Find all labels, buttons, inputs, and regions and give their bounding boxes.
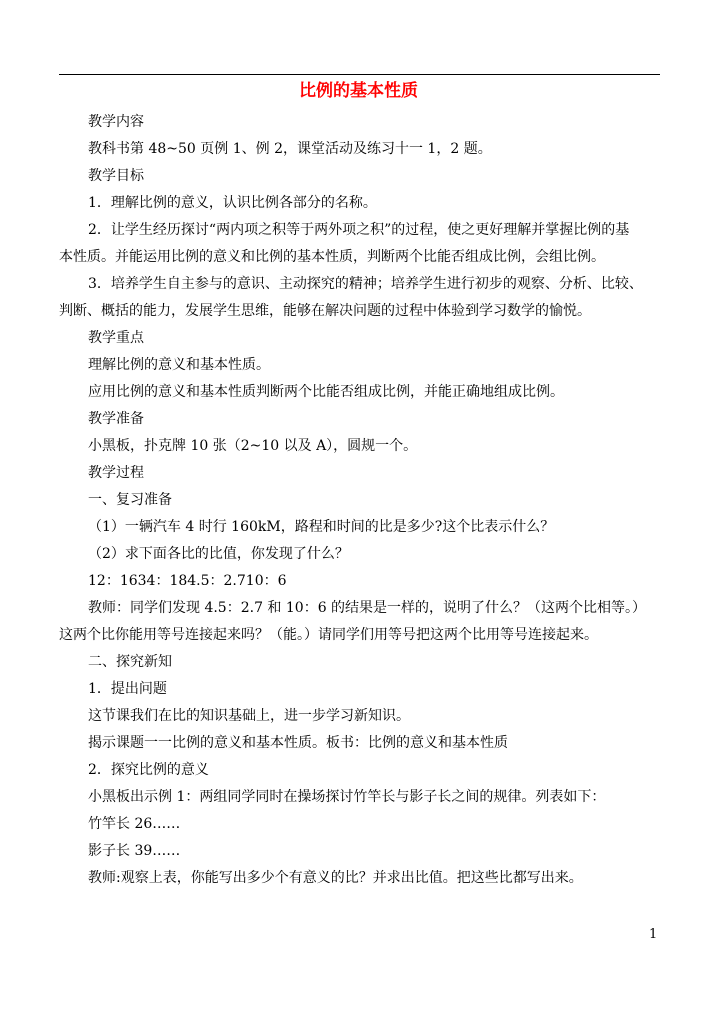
paragraph-line: （2）求下面各比的比值，你发现了什么？	[88, 546, 349, 562]
paragraph-line: 应用比例的意义和基本性质判断两个比能否组成比例，并能正确地组成比例。	[88, 384, 564, 400]
paragraph-line: 小黑板，扑克牌 10 张（2~10 以及 A），圆规一个。	[88, 438, 418, 454]
paragraph-line: （1）一辆汽车 4 时行 160kM，路程和时间的比是多少?这个比表示什么？	[88, 519, 555, 535]
paragraph-line: 3．培养学生自主参与的意识、主动探究的精神；培养学生进行初步的观察、分析、比较、	[88, 276, 643, 292]
paragraph-line: 理解比例的意义和基本性质。	[88, 357, 270, 373]
paragraph-line: 这两个比你能用等号连接起来吗？（能。）请同学们用等号把这两个比用等号连接起来。	[59, 627, 598, 643]
header-rule	[59, 74, 660, 75]
paragraph-line: 教学过程	[88, 465, 144, 481]
paragraph-line: 本性质。并能运用比例的意义和比例的基本性质，判断两个比能否组成比例，会组比例。	[59, 249, 605, 265]
paragraph-line: 影子长 39……	[88, 843, 181, 859]
paragraph-line: 二、探究新知	[88, 654, 172, 670]
document-title: 比例的基本性质	[299, 81, 418, 101]
paragraph-line: 揭示课题一一比例的意义和基本性质。板书：比例的意义和基本性质	[88, 735, 508, 751]
paragraph-line: 12：1634：184.5：2.710：6	[88, 573, 287, 589]
page-number: 1	[649, 927, 658, 942]
paragraph-line: 教科书第 48~50 页例 1、例 2，课堂活动及练习十一 1，2 题。	[88, 141, 492, 157]
paragraph-line: 教学重点	[88, 330, 144, 346]
paragraph-line: 教学内容	[88, 114, 144, 130]
paragraph-line: 一、复习准备	[88, 492, 172, 508]
paragraph-line: 教学目标	[88, 168, 144, 184]
paragraph-line: 教师：同学们发现 4.5：2.7 和 10：6 的结果是一样的，说明了什么？（这两个比相等。）	[88, 600, 647, 616]
paragraph-line: 竹竿长 26……	[88, 816, 181, 832]
paragraph-line: 小黑板出示例 1：两组同学同时在操场探讨竹竿长与影子长之间的规律。列表如下：	[88, 789, 606, 805]
paragraph-line: 判断、概括的能力，发展学生思维，能够在解决问题的过程中体验到学习数学的愉悦。	[59, 303, 591, 319]
paragraph-line: 1．提出问题	[88, 681, 167, 697]
paragraph-line: 2．让学生经历探讨“两内项之积等于两外项之积”的过程，使之更好理解并掌握比例的基	[88, 222, 630, 238]
document-body	[59, 109, 660, 892]
paragraph-line: 2．探究比例的意义	[88, 762, 209, 778]
paragraph-line: 1．理解比例的意义，认识比例各部分的名称。	[88, 195, 377, 211]
paragraph-line: 教学准备	[88, 411, 144, 427]
paragraph-line: 教师:观察上表，你能写出多少个有意义的比？并求出比值。把这些比都写出来。	[88, 870, 583, 886]
paragraph-line: 这节课我们在比的知识基础上，进一步学习新知识。	[88, 708, 410, 724]
